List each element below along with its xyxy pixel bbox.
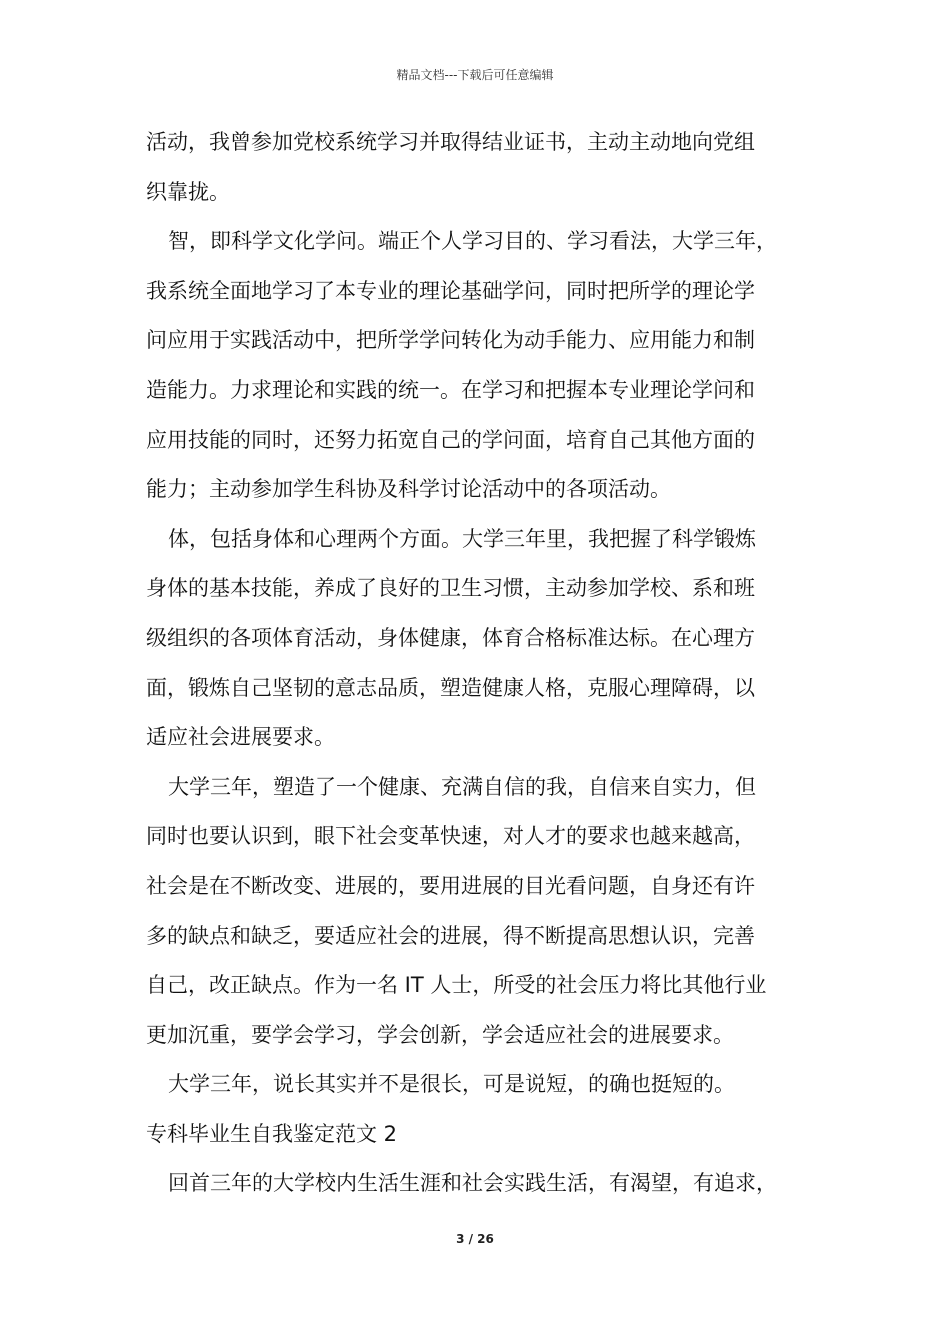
page-header: 精品文档---下载后可任意编辑 <box>396 68 554 82</box>
text-line: 大学三年，说长其实并不是很长，可是说短，的确也挺短的。 <box>168 1072 735 1097</box>
text-line: 造能力。力求理论和实践的统一。在学习和把握本专业理论学问和 <box>146 377 755 402</box>
text-line: 活动，我曾参加党校系统学习并取得结业证书，主动主动地向党组 <box>146 130 755 154</box>
text-line: 问应用于实践活动中，把所学学问转化为动手能力、应用能力和制 <box>146 328 755 353</box>
text-line: 适应社会进展要求。 <box>146 725 335 750</box>
text-line: 智，即科学文化学问。端正个人学习目的、学习看法，大学三年， <box>168 229 777 254</box>
text-line: 级组织的各项体育活动，身体健康，体育合格标准达标。在心理方 <box>146 625 755 650</box>
text-line: 自己，改正缺点。作为一名 IT 人士，所受的社会压力将比其他行业 <box>146 973 767 998</box>
text-line: 多的缺点和缺乏，要适应社会的进展，得不断提高思想认识，完善 <box>146 923 755 948</box>
text-line: 我系统全面地学习了本专业的理论基础学问，同时把所学的理论学 <box>146 278 755 303</box>
text-line: 面，锻炼自己坚韧的意志品质，塑造健康人格，克服心理障碍，以 <box>146 675 755 700</box>
text-line: 社会是在不断改变、进展的，要用进展的目光看问题，自身还有许 <box>146 873 755 898</box>
text-line: 大学三年，塑造了一个健康、充满自信的我，自信来自实力，但 <box>168 774 756 799</box>
text-line: 织靠拢。 <box>146 179 230 204</box>
document-body <box>146 130 826 1221</box>
section-heading: 专科毕业生自我鉴定范文 2 <box>146 1121 398 1146</box>
text-line: 更加沉重，要学会学习，学会创新，学会适应社会的进展要求。 <box>146 1022 734 1047</box>
text-line: 体，包括身体和心理两个方面。大学三年里，我把握了科学锻炼 <box>168 526 756 551</box>
page-number: 3 / 26 <box>456 1232 494 1246</box>
text-line: 身体的基本技能，养成了良好的卫生习惯，主动参加学校、系和班 <box>146 576 755 601</box>
text-line: 同时也要认识到，眼下社会变革快速，对人才的要求也越来越高， <box>146 824 755 849</box>
text-line: 应用技能的同时，还努力拓宽自己的学问面，培育自己其他方面的 <box>146 427 755 452</box>
text-line: 回首三年的大学校内生活生涯和社会实践生活，有渴望，有追求， <box>168 1171 777 1196</box>
text-line: 能力；主动参加学生科协及科学讨论活动中的各项活动。 <box>146 477 671 502</box>
